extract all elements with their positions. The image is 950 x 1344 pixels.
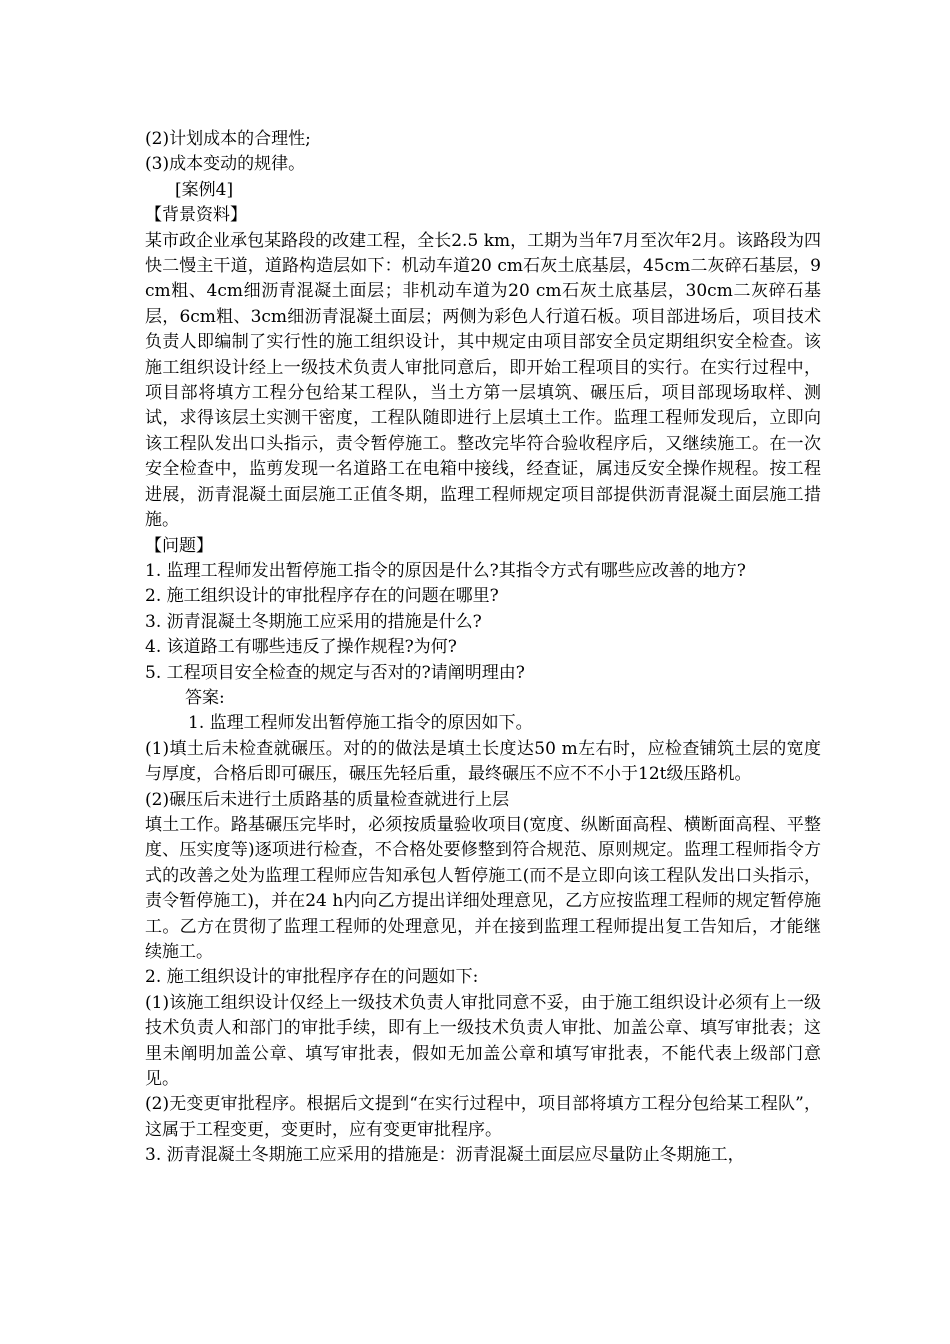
- document-body: [145, 127, 821, 1169]
- question-2: 2. 施工组织设计的审批程序存在的问题在哪里?: [145, 586, 499, 607]
- answer-2-point-2: (2)无变更审批程序。根据后文提到“在实行过程中，项目部将填方工程分包给某工程队”，这属于工程变更，变更时，应有变更审批程序。: [145, 1094, 821, 1140]
- answer-1-heading: 1. 监理工程师发出暂停施工指令的原因如下。: [188, 713, 533, 734]
- answer-2-heading: 2. 施工组织设计的审批程序存在的问题如下:: [145, 967, 479, 988]
- question-5: 5. 工程项目安全检查的规定与否对的?请阐明理由?: [145, 662, 525, 683]
- question-4: 4. 该道路工有哪些违反了操作规程?为何?: [145, 637, 457, 658]
- answer-1-paragraph: 填土工作。路基碾压完毕时，必须按质量验收项目(宽度、纵断面高程、横断面高程、平整度、压实度等)逐项进行检查，不合格处要修整到符合规范、原则规定。监理工程师指令方式的改善之处为监理工程师应告知承包人暂停施工(而不是立即向该工程队发出口头指示，责令暂停施工)，并在24 h内向乙方提出详细处理意见，乙方应按监理工程师的规定暂停施工。乙方在贯彻了监理工程师的处理意见，并在接到监理工程师提出复工告知后，才能继续施工。: [145, 814, 821, 962]
- background-heading: 【背景资料】: [145, 205, 247, 226]
- case-heading: [案例4]: [175, 179, 234, 200]
- list-item-cost-change: (3)成本变动的规律。: [145, 154, 306, 175]
- questions-heading: 【问题】: [145, 535, 213, 556]
- question-1: 1. 监理工程师发出暂停施工指令的原因是什么?其指令方式有哪些应改善的地方?: [145, 560, 746, 581]
- background-paragraph: 某市政企业承包某路段的改建工程，全长2.5 km，工期为当年7月至次年2月。该路段为四快二慢主干道，道路构造层如下：机动车道20 cm石灰土底基层，45cm二灰碎石基层，9cm粗、4cm细沥青混凝土面层；非机动车道为20 cm石灰土底基层，30cm二灰碎石基层，6cm粗、3cm细沥青混凝土面层；两侧为彩色人行道石板。项目部进场后，项目技术负责人即编制了实行性的施工组织设计，其中规定由项目部安全员定期组织安全检查。该施工组织设计经上一级技术负责人审批同意后，即开始工程项目的实行。在实行过程中，项目部将填方工程分包给某工程队，当土方第一层填筑、碾压后，项目部现场取样、测试，求得该层土实测干密度，工程队随即进行上层填土工作。监理工程师发现后，立即向该工程队发出口头指示，责令暂停施工。整改完毕符合验收程序后，又继续施工。在一次安全检查中，监剪发现一名道路工在电箱中接线，经查证，属违反安全操作规程。按工程进展，沥青混凝土面层施工正值冬期，监理工程师规定项目部提供沥青混凝土面层施工措施。: [145, 230, 821, 531]
- answer-3-heading: 3. 沥青混凝土冬期施工应采用的措施是：沥青混凝土面层应尽量防止冬期施工，: [145, 1145, 745, 1166]
- answer-1-point-2: (2)碾压后未进行土质路基的质量检查就进行上层: [145, 789, 510, 810]
- answer-2-point-1: (1)该施工组织设计仅经上一级技术负责人审批同意不妥，由于施工组织设计必须有上一级技术负责人和部门的审批手续，即有上一级技术负责人审批、加盖公章、填写审批表；这里未阐明加盖公章、填写审批表，假如无加盖公章和填写审批表，不能代表上级部门意见。: [145, 992, 821, 1090]
- list-item-planned-cost: (2)计划成本的合理性;: [145, 129, 311, 149]
- answer-1-point-1: (1)填土后未检查就碾压。对的的做法是填土长度达50 m左右时，应检查铺筑土层的宽度与厚度，合格后即可碾压，碾压先轻后重，最终碾压不应不不小于12t级压路机。: [145, 738, 821, 785]
- answers-heading: 答案:: [185, 687, 225, 708]
- question-3: 3. 沥青混凝土冬期施工应采用的措施是什么?: [145, 611, 482, 632]
